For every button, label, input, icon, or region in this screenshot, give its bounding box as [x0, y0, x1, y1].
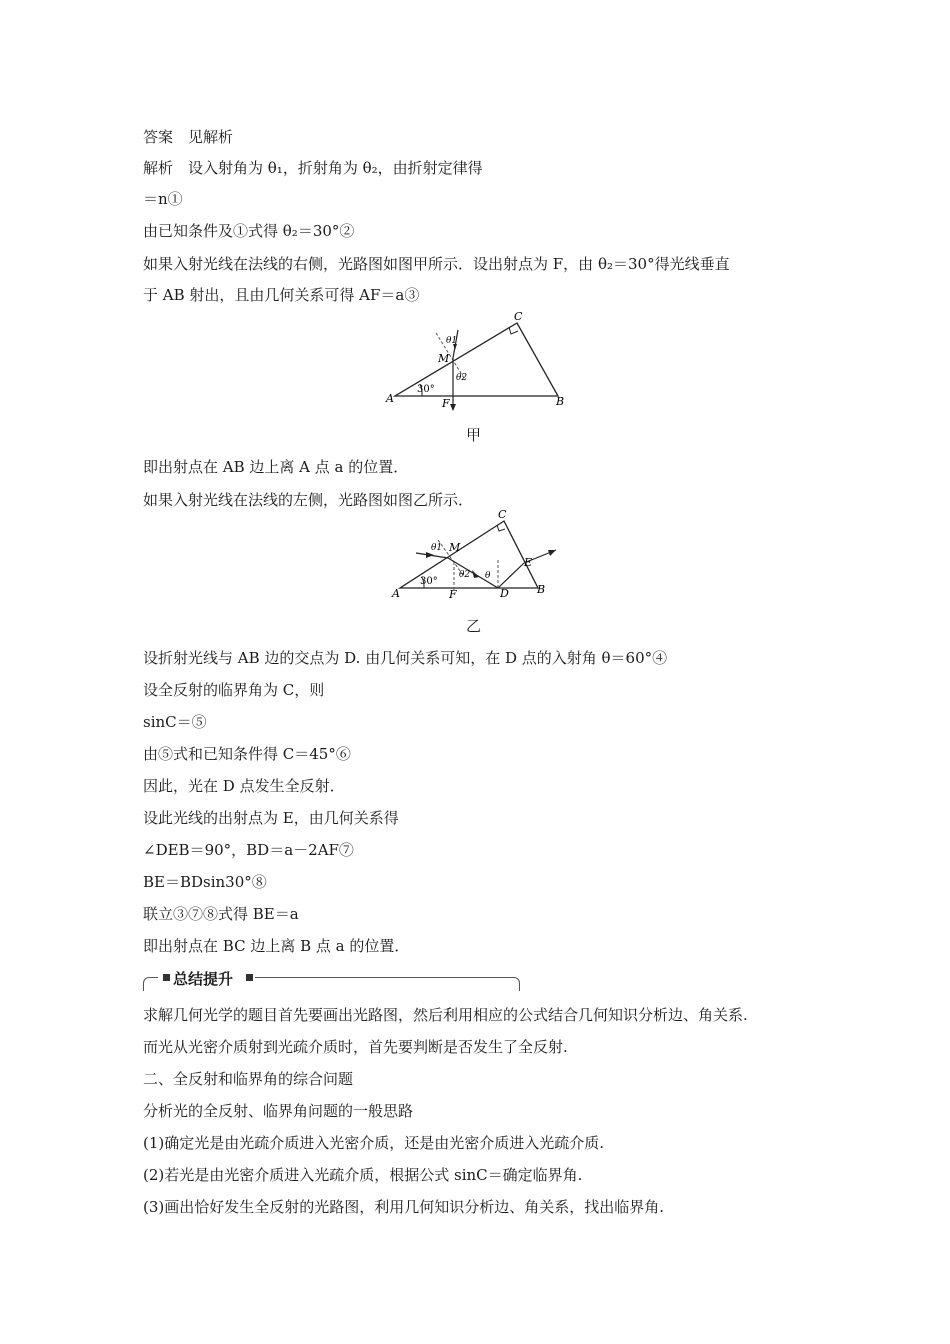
figure-yi [388, 510, 588, 610]
refracted-arrow [472, 570, 479, 578]
label-c: C [498, 510, 507, 521]
label-theta: θ [485, 571, 491, 581]
summary-border-left [143, 977, 158, 991]
summary-dot-left [163, 974, 170, 981]
label-theta2: θ2 [456, 373, 468, 383]
text-line: 设此光线的出射点为 E，由几何关系得 [143, 809, 399, 827]
label-m: M [438, 352, 450, 365]
text-line: 如果入射光线在法线的左侧，光路图如图乙所示． [143, 491, 474, 509]
equation-line: sinC＝⑤ [143, 713, 207, 731]
refracted-arrow [450, 404, 456, 411]
label-theta1: θ1 [431, 543, 443, 553]
summary-text: 求解几何光学的题目首先要画出光路图，然后利用相应的公式结合几何知识分析边、角关系. [143, 1006, 748, 1024]
answer-line: 答案 见解析 [143, 128, 234, 146]
summary-dot-right [246, 974, 253, 981]
label-e: E [524, 556, 533, 569]
summary-title: 总结提升 [173, 970, 234, 988]
label-m: M [449, 541, 461, 554]
label-theta2: θ2 [459, 570, 471, 580]
text-line: 因此，光在 D 点发生全反射． [143, 777, 345, 795]
label-d: D [500, 587, 509, 600]
analysis-line: 解析 设入射角为 θ₁，折射角为 θ₂，由折射定律得 [143, 159, 483, 177]
label-a: A [392, 587, 400, 600]
label-f: F [442, 397, 450, 410]
equation-line: ∠DEB＝90°，BD＝a－2AF⑦ [143, 841, 354, 859]
right-angle-mark-c [509, 327, 518, 334]
text-line: 设折射光线与 AB 边的交点为 D. 由几何关系可知，在 D 点的入射角 θ＝60°④ [143, 649, 668, 667]
figure-jia-caption: 甲 [466, 426, 482, 444]
summary-text: 而光从光密介质射到光疏介质时，首先要判断是否发生了全反射. [143, 1038, 568, 1056]
list-item: (3)画出恰好发生全反射的光路图，利用几何知识分析边、角关系，找出临界角. [143, 1198, 665, 1216]
list-item: (1)确定光是由光疏介质进入光密介质，还是由光密介质进入光疏介质. [143, 1134, 605, 1152]
label-f: F [449, 588, 457, 601]
label-b: B [556, 395, 565, 408]
text-line: 于 AB 射出，且由几何关系可得 AF＝a③ [143, 286, 420, 304]
text-line: 分析光的全反射、临界角问题的一般思路 [143, 1102, 414, 1120]
summary-border-right [255, 977, 520, 991]
text-line: 如果入射光线在法线的右侧，光路图如图甲所示．设出射点为 F，由 θ₂＝30°得光线垂直 [143, 255, 730, 273]
text-line: 由⑤式和已知条件得 C＝45°⑥ [143, 745, 351, 763]
label-30deg: 30° [417, 384, 435, 395]
text-line: 设全反射的临界角为 C，则 [143, 681, 325, 699]
label-c: C [514, 310, 523, 323]
figure-yi-caption: 乙 [466, 617, 482, 635]
label-30deg: 30° [420, 576, 438, 587]
exit-arrow [548, 550, 556, 556]
text-line: 联立③⑦⑧式得 BE＝a [143, 905, 299, 923]
summary-header [143, 968, 521, 990]
label-a: A [386, 392, 394, 405]
reflected-ray [498, 563, 524, 588]
text-line: 即出射点在 AB 边上离 A 点 a 的位置． [143, 458, 409, 476]
label-theta1: θ1 [446, 336, 458, 346]
section-heading: 二、全反射和临界角的综合问题 [143, 1070, 354, 1088]
label-b: B [537, 583, 546, 596]
equation-line: BE＝BDsin30°⑧ [143, 873, 267, 891]
figure-jia [380, 310, 580, 415]
right-angle-mark-c [497, 525, 505, 531]
list-item: (2)若光是由光密介质进入光疏介质，根据公式 sinC＝确定临界角. [143, 1166, 583, 1184]
text-line: 由已知条件及①式得 θ₂＝30°② [143, 222, 355, 240]
equation-1: ＝n① [143, 190, 183, 208]
text-line: 即出射点在 BC 边上离 B 点 a 的位置． [143, 937, 410, 955]
